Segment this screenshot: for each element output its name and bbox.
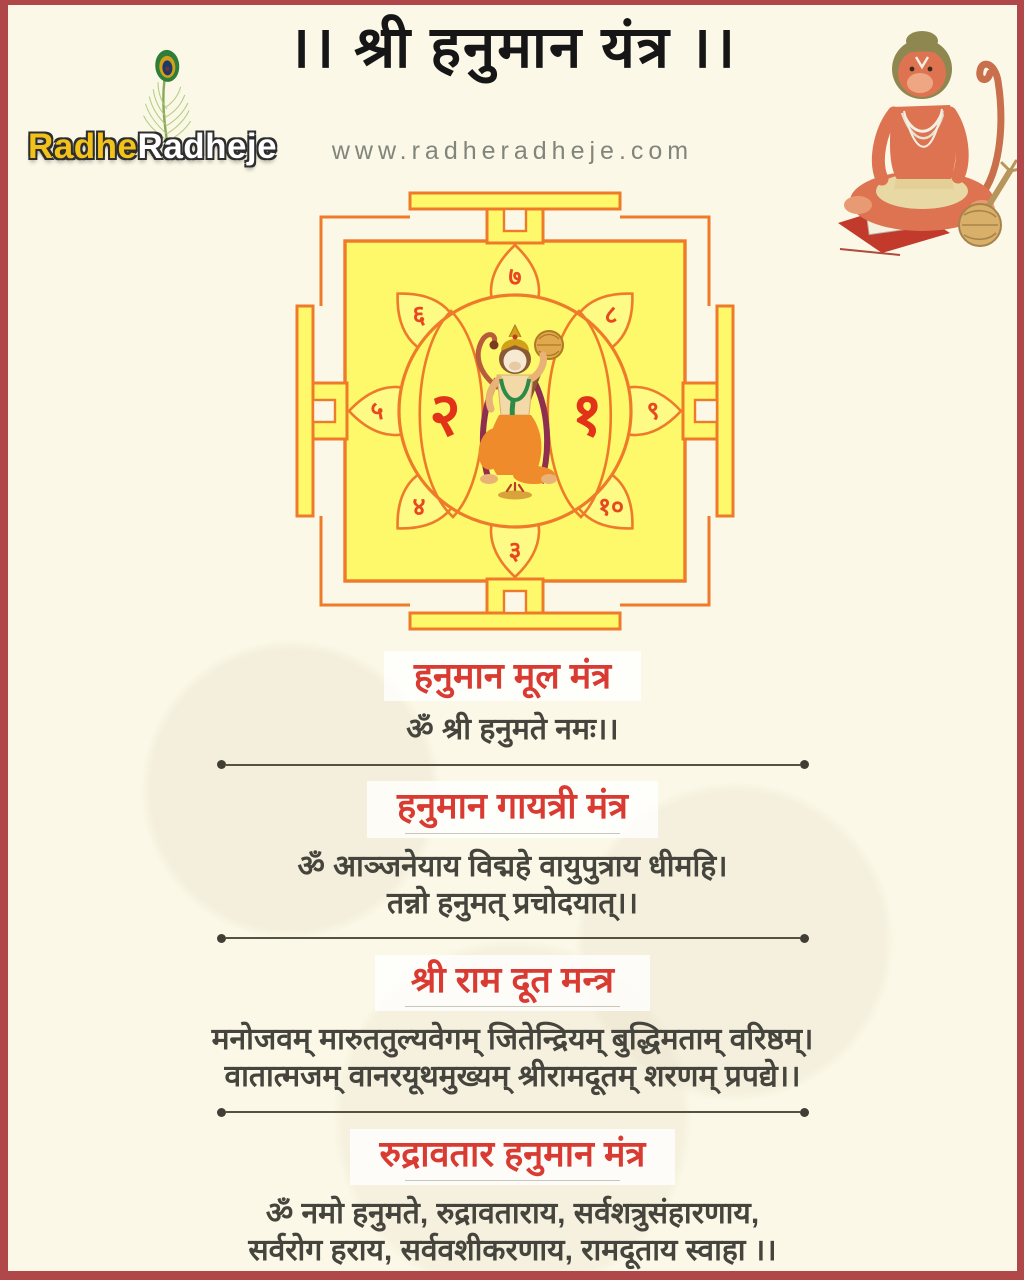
- mantra-heading: श्री राम दूत मन्त्र: [410, 958, 615, 1000]
- mantra-line: वातात्मजम् वानरयूथमुख्यम् श्रीरामदूतम् शरणम् प्रपद्ये।।: [224, 1060, 801, 1094]
- petal-number-bottom-left: ४: [412, 493, 426, 521]
- heading-underline: [405, 1006, 620, 1007]
- mantra-line: ॐ नमो हनुमते, रुद्रावताराय, सर्वशत्रुसंहारणाय,: [265, 1196, 760, 1230]
- section-shri-ram-doot-mantra: [375, 955, 650, 1011]
- divider-rule: [226, 937, 800, 939]
- mantra-heading-box: [375, 955, 650, 1011]
- petal-number-top: ७: [508, 263, 522, 291]
- divider-rule: [226, 764, 800, 766]
- divider-dot-right: [800, 760, 809, 769]
- petal-number-top-right: ८: [604, 301, 618, 329]
- heading-underline: [405, 1180, 620, 1181]
- divider-dot-left: [217, 1108, 226, 1117]
- mantra-heading: हनुमान मूल मंत्र: [413, 655, 612, 696]
- mantra-line: ॐ आञ्जनेयाय विद्महे वायुपुत्राय धीमहि।: [297, 849, 728, 883]
- hanuman-yantra: [291, 187, 739, 635]
- divider-rule: [226, 1111, 800, 1113]
- mantra-heading-box: [350, 1129, 676, 1185]
- hanuman-seated-illustration: [830, 11, 1024, 257]
- petal-number-right: ९: [646, 397, 660, 425]
- section-divider: [217, 1108, 809, 1117]
- mantra-heading: हनुमान गायत्री मंत्र: [396, 785, 628, 827]
- section-hanuman-gayatri-mantra: [367, 781, 658, 837]
- petal-number-top-left: ६: [412, 301, 426, 329]
- petal-number-bottom-right: १०: [597, 493, 625, 521]
- heading-underline: [405, 833, 620, 834]
- section-rudravatar-hanuman-mantra: [350, 1129, 676, 1185]
- inner-number-right: १: [571, 381, 603, 448]
- section-divider: [217, 934, 809, 943]
- divider-dot-right: [800, 1108, 809, 1117]
- mantra-heading-box: [367, 781, 658, 837]
- divider-dot-left: [217, 760, 226, 769]
- section-hanuman-mool-mantra: [384, 651, 641, 701]
- petal-number-left: ५: [370, 397, 384, 425]
- mantra-heading-box: [384, 651, 641, 701]
- mantra-line: सर्वरोग हराय, सर्ववशीकरणाय, रामदूताय स्वाहा ।।: [248, 1233, 777, 1267]
- divider-dot-left: [217, 934, 226, 943]
- mantra-line: मनोजवम् मारुततुल्यवेगम् जितेन्द्रियम् बुद्धिमताम् वरिष्ठम्।: [211, 1023, 814, 1057]
- mantra-line: ॐ श्री हनुमते नमः।।: [406, 713, 619, 747]
- mantra-line: तन्नो हनुमत् प्रचोदयात्।।: [386, 886, 639, 920]
- logo-part-radhe: Radhe: [28, 127, 138, 166]
- mantra-heading: रुद्रावतार हनुमान मंत्र: [379, 1132, 646, 1174]
- petal-number-bottom: ३: [508, 537, 522, 565]
- inner-number-left: २: [429, 381, 461, 448]
- divider-dot-right: [800, 934, 809, 943]
- website-url: www.radheradheje.com: [331, 137, 694, 165]
- section-divider: [217, 760, 809, 769]
- logo-part-radheje: Radheje: [137, 127, 278, 166]
- page-title: ।। श्री हनुमान यंत्र ।।: [287, 15, 737, 80]
- mantra-sections: [8, 651, 1017, 1269]
